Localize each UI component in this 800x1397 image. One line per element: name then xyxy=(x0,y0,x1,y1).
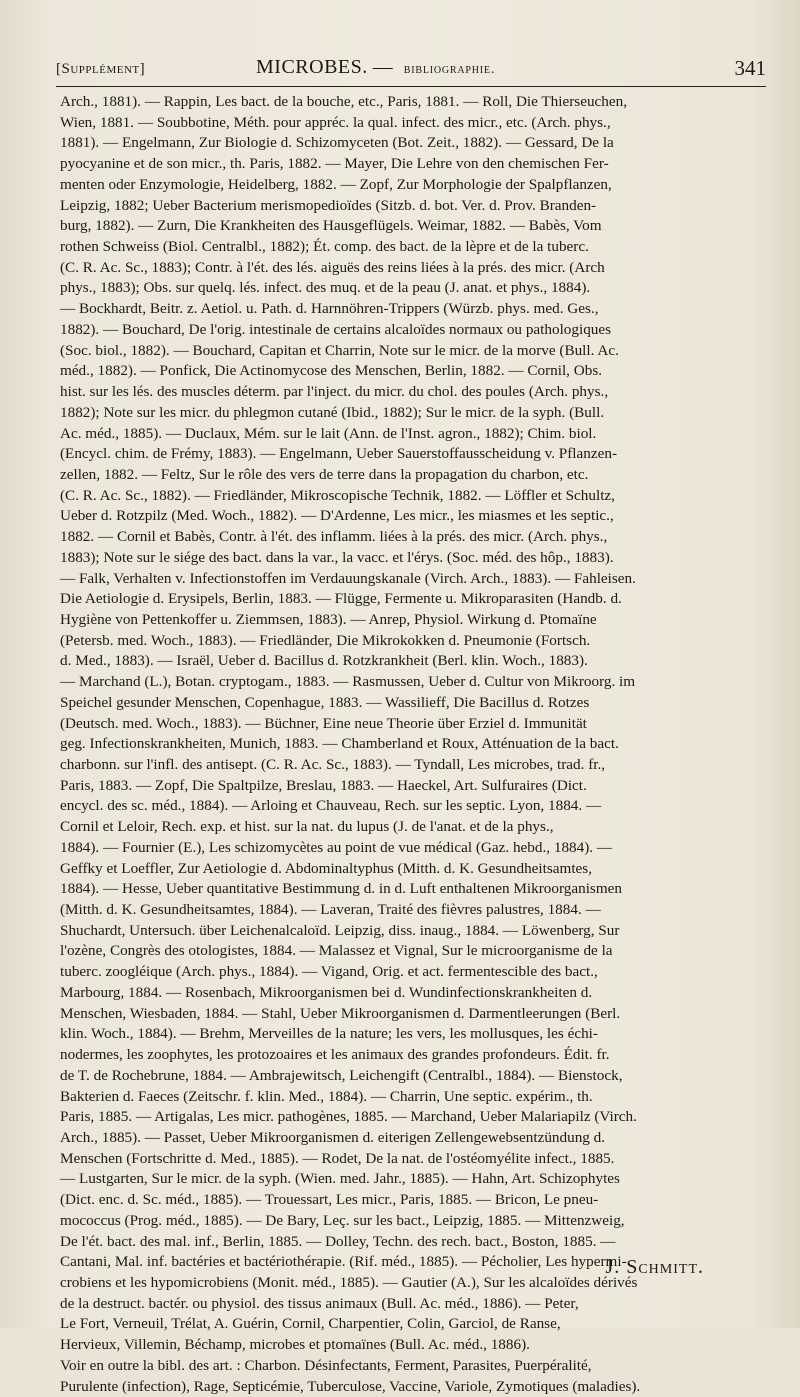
author-signature: J. Schmitt. xyxy=(605,1256,704,1278)
text-line: méd., 1882). — Ponfick, Die Actinomycose des Menschen, Berlin, 1882. — Cornil, Obs. xyxy=(60,362,603,380)
text-line: Paris, 1885. — Artigalas, Les micr. pathogènes, 1885. — Marchand, Ueber Malariapilz (Virch. xyxy=(60,1108,637,1126)
text-line: Hygiène von Pettenkoffer u. Ziemmsen, 1883). — Anrep, Physiol. Wirkung d. Ptomaïne xyxy=(60,610,597,628)
text-line: pyocyanine et de son micr., th. Paris, 1882. — Mayer, Die Lehre von den chemischen Fer- xyxy=(60,155,609,173)
text-line: burg, 1882). — Zurn, Die Krankheiten des Hausgeflügels. Weimar, 1882. — Babès, Vom xyxy=(60,217,602,235)
text-line: phys., 1883); Obs. sur quelq. lés. infect. des muq. et de la peau (J. anat. et phys., 1884). xyxy=(60,279,591,297)
text-line: zellen, 1882. — Feltz, Sur le rôle des vers de terre dans la propagation du charbon, etc. xyxy=(60,465,589,483)
text-line: Bakterien d. Faeces (Zeitschr. f. klin. Med., 1884). — Charrin, Une septic. expérim., th. xyxy=(60,1087,593,1105)
text-line: (Deutsch. med. Woch., 1883). — Büchner, Eine neue Theorie über Erziel d. Immunität xyxy=(60,714,587,732)
text-line: Die Aetiologie d. Erysipels, Berlin, 1883. — Flügge, Fermente u. Mikroparasiten (Handb. d. xyxy=(60,590,622,608)
text-line: de T. de Rochebrune, 1884. — Ambrajewitsch, Leichengift (Centralbl., 1884). — Bienstock, xyxy=(60,1066,623,1084)
text-line: 1882). — Bouchard, De l'orig. intestinale de certains alcaloïdes normaux ou pathologiques xyxy=(60,320,612,338)
text-line: mococcus (Prog. méd., 1885). — De Bary, Leç. sur les bact., Leipzig, 1885. — Mittenzweig, xyxy=(60,1211,625,1229)
text-line: 1882. — Cornil et Babès, Contr. à l'ét. des inflamm. liées à la prés. des micr. (Arch. phys., xyxy=(60,528,608,546)
bibliography-text xyxy=(60,92,762,1397)
text-line: — Lustgarten, Sur le micr. de la syph. (Wien. med. Jahr., 1885). — Hahn, Art. Schizophytes xyxy=(60,1170,620,1188)
text-line: 1882); Note sur les micr. du phlegmon cutané (Ibid., 1882); Sur le micr. de la syph. (Bull. xyxy=(60,403,605,421)
text-line: De l'ét. bact. des mal. inf., Berlin, 1885. — Dolley, Techn. des rech. bact., Boston, 1885. — xyxy=(60,1232,616,1250)
text-line: rothen Schweiss (Biol. Centralbl., 1882); Ét. comp. des bact. de la lèpre et de la tuberc. xyxy=(60,238,589,256)
text-line: — Bockhardt, Beitr. z. Aetiol. u. Path. d. Harnnöhren-Trippers (Würzb. phys. med. Ges., xyxy=(60,300,599,318)
text-line: (C. R. Ac. Sc., 1883); Contr. à l'ét. des lés. aiguës des reins liées à la prés. des micr. (Arch xyxy=(60,258,605,276)
text-line: Arch., 1881). — Rappin, Les bact. de la bouche, etc., Paris, 1881. — Roll, Die Thierseuchen, xyxy=(60,93,628,110)
text-line: Purulente (infection), Rage, Septicémie, Tuberculose, Vaccine, Variole, Zymotiques (maladies). xyxy=(60,1377,641,1395)
text-line: Ac. méd., 1885). — Duclaux, Mém. sur le lait (Ann. de l'Inst. agron., 1882); Chim. biol. xyxy=(60,424,597,442)
text-line: Hervieux, Villemin, Béchamp, microbes et ptomaïnes (Bull. Ac. méd., 1886). xyxy=(60,1336,530,1354)
text-line: klin. Woch., 1884). — Brehm, Merveilles de la nature; les vers, les mollusques, les échi- xyxy=(60,1025,598,1043)
text-line: Menschen, Wiesbaden, 1884. — Stahl, Ueber Mikroorganismen d. Darmentleerungen (Berl. xyxy=(60,1004,621,1022)
text-line: de la destruct. bactér. ou physiol. des tissus animaux (Bull. Ac. méd., 1886). — Peter, xyxy=(60,1294,579,1312)
title-dash: — xyxy=(367,56,398,78)
text-line: Shuchardt, Untersuch. über Leichenalcaloïd. Leipzig, diss. inaug., 1884. — Löwenberg, Sur xyxy=(60,921,620,939)
text-line: crobiens et les hypomicrobiens (Monit. méd., 1885). — Gautier (A.), Sur les alcaloïdes dérivés xyxy=(60,1273,638,1291)
text-line: Voir en outre la bibl. des art. : Charbon. Désinfectants, Ferment, Parasites, Puerpéralité, xyxy=(60,1356,592,1374)
text-line: Arch., 1885). — Passet, Ueber Mikroorganismen d. eiterigen Zellengewebsentzündung d. xyxy=(60,1128,606,1146)
text-line: menten oder Enzymologie, Heidelberg, 1882. — Zopf, Zur Morphologie der Spalpflanzen, xyxy=(60,175,612,193)
text-line: charbonn. sur l'infl. des antisept. (C. R. Ac. Sc., 1883). — Tyndall, Les microbes, trad. fr., xyxy=(60,756,606,773)
text-line: Leipzig, 1882; Ueber Bacterium merismopedioïdes (Sitzb. d. bot. Ver. d. Prov. Branden- xyxy=(60,196,597,214)
text-line: 1883); Note sur le siége des bact. dans la var., la vacc. et l'érys. (Soc. méd. des hôp., 1883). xyxy=(60,548,614,566)
text-line: — Marchand (L.), Botan. cryptogam., 1883. — Rasmussen, Ueber d. Cultur von Mikroorg. im xyxy=(60,673,636,691)
text-line: tuberc. zoogléique (Arch. phys., 1884). — Vigand, Orig. et act. fermentescible des bact., xyxy=(60,963,598,981)
text-line: Paris, 1883. — Zopf, Die Spaltpilze, Breslau, 1883. — Haeckel, Art. Sulfuraires (Dict. xyxy=(60,776,587,794)
text-line: Menschen (Fortschritte d. Med., 1885). — Rodet, De la nat. de l'ostéomyélite infect., 1885. xyxy=(60,1149,615,1167)
text-line: Cornil et Leloir, Rech. exp. et hist. sur la nat. du lupus (J. de l'anat. et de la phys., xyxy=(60,818,554,836)
text-line: geg. Infectionskrankheiten, Munich, 1883. — Chamberland et Roux, Atténuation de la bact. xyxy=(60,735,619,753)
text-line: 1884). — Hesse, Ueber quantitative Bestimmung d. in d. Luft enthaltenen Mikroorganismen xyxy=(60,880,622,898)
subtitle-text: bibliographie. xyxy=(403,62,496,77)
page-number: 341 xyxy=(734,56,766,80)
text-line: (Encycl. chim. de Frémy, 1883). — Engelmann, Ueber Sauerstoffausscheidung v. Pflanzen- xyxy=(60,445,617,463)
text-line: Cantani, Mal. inf. bactéries et bactériothérapie. (Rif. méd., 1885). — Pécholier, Les hypermi- xyxy=(60,1253,627,1271)
section-label: [Supplément] xyxy=(56,61,146,77)
text-line: encycl. des sc. méd., 1884). — Arloing et Chauveau, Rech. sur les septic. Lyon, 1884. — xyxy=(60,797,602,815)
text-line: (Dict. enc. d. Sc. méd., 1885). — Trouessart, Les micr., Paris, 1885. — Bricon, Le pneu- xyxy=(60,1191,599,1209)
text-line: (C. R. Ac. Sc., 1882). — Friedländer, Mikroscopische Technik, 1882. — Löffler et Schultz, xyxy=(60,486,615,504)
text-line: Speichel gesunder Menschen, Copenhague, 1883. — Wassilieff, Die Bacillus d. Rotzes xyxy=(60,693,590,711)
text-line: nodermes, les zoophytes, les protozoaires et les animaux des grandes profondeurs. Édit. fr. xyxy=(60,1046,610,1064)
text-line: Wien, 1881. — Soubbotine, Méth. pour appréc. la qual. infect. des micr., etc. (Arch. phys., xyxy=(60,113,611,131)
header-rule xyxy=(56,86,766,87)
title-text: MICROBES. xyxy=(256,56,368,78)
text-line: — Falk, Verhalten v. Infectionstoffen im Verdauungskanale (Virch. Arch., 1883). — Fahleisen. xyxy=(60,569,636,587)
text-line: 1884). — Fournier (E.), Les schizomycètes au point de vue médical (Gaz. hebd., 1884). — xyxy=(60,838,613,856)
text-line: l'ozène, Congrès des otologistes, 1884. — Malassez et Vignal, Sur le microorganisme de la xyxy=(60,942,613,960)
text-line: Geffky et Loeffler, Zur Aetiologie d. Abdominaltyphus (Mitth. d. K. Gesundheitsamtes, xyxy=(60,859,592,877)
text-line: 1881). — Engelmann, Zur Biologie d. Schizomyceten (Bot. Zeit., 1882). — Gessard, De la xyxy=(60,134,614,152)
text-line: (Soc. biol., 1882). — Bouchard, Capitan et Charrin, Note sur le micr. de la morve (Bull. Ac. xyxy=(60,341,619,359)
text-line: Le Fort, Verneuil, Trélat, A. Guérin, Cornil, Charpentier, Colin, Garciol, de Ranse, xyxy=(60,1315,561,1333)
text-line: (Mitth. d. K. Gesundheitsamtes, 1884). — Laveran, Traité des fièvres palustres, 1884. — xyxy=(60,901,601,919)
text-line: (Petersb. med. Woch., 1883). — Friedländer, Die Mikrokokken d. Pneumonie (Fortsch. xyxy=(60,631,591,649)
text-line: Ueber d. Rotzpilz (Med. Woch., 1882). — D'Ardenne, Les micr., les miasmes et les septic., xyxy=(60,507,614,525)
page-title xyxy=(256,56,495,79)
text-line: Marbourg, 1884. — Rosenbach, Mikroorganismen bei d. Wundinfectionskrankheiten d. xyxy=(60,983,593,1001)
text-line: d. Med., 1883). — Israël, Ueber d. Bacillus d. Rotzkrankheit (Berl. klin. Woch., 1883). xyxy=(60,652,588,670)
running-header xyxy=(56,52,770,84)
text-line: hist. sur les lés. des muscles déterm. par l'inject. du micr. du chol. des poules (Arch. phys., xyxy=(60,383,609,401)
